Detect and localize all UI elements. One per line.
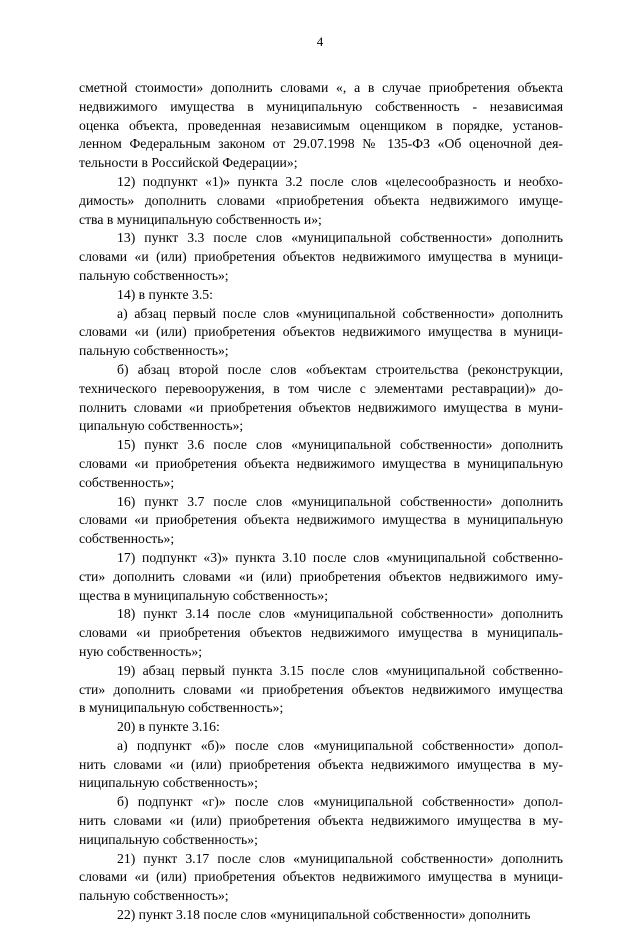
text-line: б) подпункт «г)» после слов «муниципальной собственности» допол-: [117, 794, 563, 810]
paragraph: [79, 79, 563, 173]
paragraph: [79, 173, 563, 229]
text-line: 16) пункт 3.7 после слов «муниципальной собственности» дополнить: [117, 493, 563, 509]
text-line: словами «и приобретения объектов недвижимого имущества в муниципаль-: [79, 625, 563, 641]
paragraph: [79, 361, 563, 436]
paragraph: [79, 229, 563, 285]
text-line: полнить словами «и приобретения объектов недвижимого имущества в муни-: [79, 399, 563, 415]
paragraph: [79, 906, 563, 925]
text-line: нить словами «и (или) приобретения объекта недвижимого имущества в му-: [79, 813, 563, 829]
text-line: 21) пункт 3.17 после слов «муниципальной собственности» дополнить: [117, 850, 563, 866]
text-line: а) подпункт «б)» после слов «муниципальной собственности» допол-: [117, 737, 563, 753]
text-line: собственность»;: [79, 474, 175, 490]
text-line: словами «и (или) приобретения объектов недвижимого имущества в муници-: [79, 249, 563, 265]
text-line: словами «и приобретения объекта недвижимого имущества в муниципальную: [79, 455, 563, 471]
text-line: б) абзац второй после слов «объектам строительства (реконструкции,: [117, 361, 563, 377]
text-line: нить словами «и (или) приобретения объекта недвижимого имущества в му-: [79, 756, 563, 772]
text-line: пальную собственность»;: [79, 888, 229, 904]
text-line: щества в муниципальную собственность»;: [79, 587, 329, 603]
paragraph: [79, 305, 563, 361]
text-line: в муниципальную собственность»;: [79, 700, 284, 716]
text-line: словами «и приобретения объекта недвижимого имущества в муниципальную: [79, 512, 563, 528]
text-line: технического перевооружения, в том числе с элементами реставрации)» до-: [79, 380, 563, 396]
text-line: словами «и (или) приобретения объектов недвижимого имущества в муници-: [79, 869, 563, 885]
paragraph: [79, 493, 563, 549]
text-line: собственность»;: [79, 531, 175, 547]
text-line: недвижимого имущества в муниципальную собственность - независимая: [79, 98, 563, 114]
paragraph: [79, 549, 563, 605]
text-line: а) абзац первый после слов «муниципальной собственности» дополнить: [117, 305, 563, 321]
text-line: ства в муниципальную собственность и»;: [79, 211, 322, 227]
paragraph: [79, 718, 563, 737]
text-line: оценка объекта, проведенная независимым оценщиком в порядке, установ-: [79, 117, 563, 133]
text-line: 14) в пункте 3.5:: [117, 286, 213, 302]
paragraph: [79, 662, 563, 718]
paragraph: [79, 286, 563, 305]
text-line: сти» дополнить словами «и (или) приобретения объектов недвижимого иму-: [79, 568, 563, 584]
page-number: 4: [316, 34, 324, 49]
text-line: ципальную собственность»;: [79, 418, 244, 434]
text-line: 20) в пункте 3.16:: [117, 719, 220, 735]
paragraph: [79, 850, 563, 906]
text-line: ниципальную собственность»;: [79, 775, 258, 791]
text-line: ленном Федеральным законом от 29.07.1998 № 135-ФЗ «Об оценочной дея-: [79, 136, 563, 152]
paragraph: [79, 793, 563, 849]
text-line: сметной стоимости» дополнить словами «, а в случае приобретения объекта: [79, 80, 563, 95]
text-line: 15) пункт 3.6 после слов «муниципальной собственности» дополнить: [117, 437, 563, 453]
text-line: ную собственность»;: [79, 643, 202, 659]
text-line: словами «и (или) приобретения объектов недвижимого имущества в муници-: [79, 324, 563, 340]
text-line: пальную собственность»;: [79, 343, 229, 359]
text-line: 12) подпункт «1)» пункта 3.2 после слов «целесообразность и необхо-: [117, 173, 563, 189]
document-body: [79, 79, 563, 925]
paragraph: [79, 436, 563, 492]
text-line: 19) абзац первый пункта 3.15 после слов «муниципальной собственно-: [117, 662, 563, 678]
text-line: тельности в Российской Федерации»;: [79, 155, 298, 171]
paragraph: [79, 737, 563, 793]
text-line: 13) пункт 3.3 после слов «муниципальной собственности» дополнить: [117, 230, 563, 246]
text-line: 22) пункт 3.18 после слов «муниципальной собственности» дополнить: [117, 907, 531, 923]
text-line: димость» дополнить словами «приобретения объекта недвижимого имуще-: [79, 192, 563, 208]
text-line: ниципальную собственность»;: [79, 831, 258, 847]
text-line: 17) подпункт «3)» пункта 3.10 после слов «муниципальной собственно-: [117, 549, 563, 565]
text-line: пальную собственность»;: [79, 267, 229, 283]
text-line: 18) пункт 3.14 после слов «муниципальной собственности» дополнить: [117, 606, 563, 622]
paragraph: [79, 605, 563, 661]
text-line: сти» дополнить словами «и приобретения объектов недвижимого имущества: [79, 681, 563, 697]
